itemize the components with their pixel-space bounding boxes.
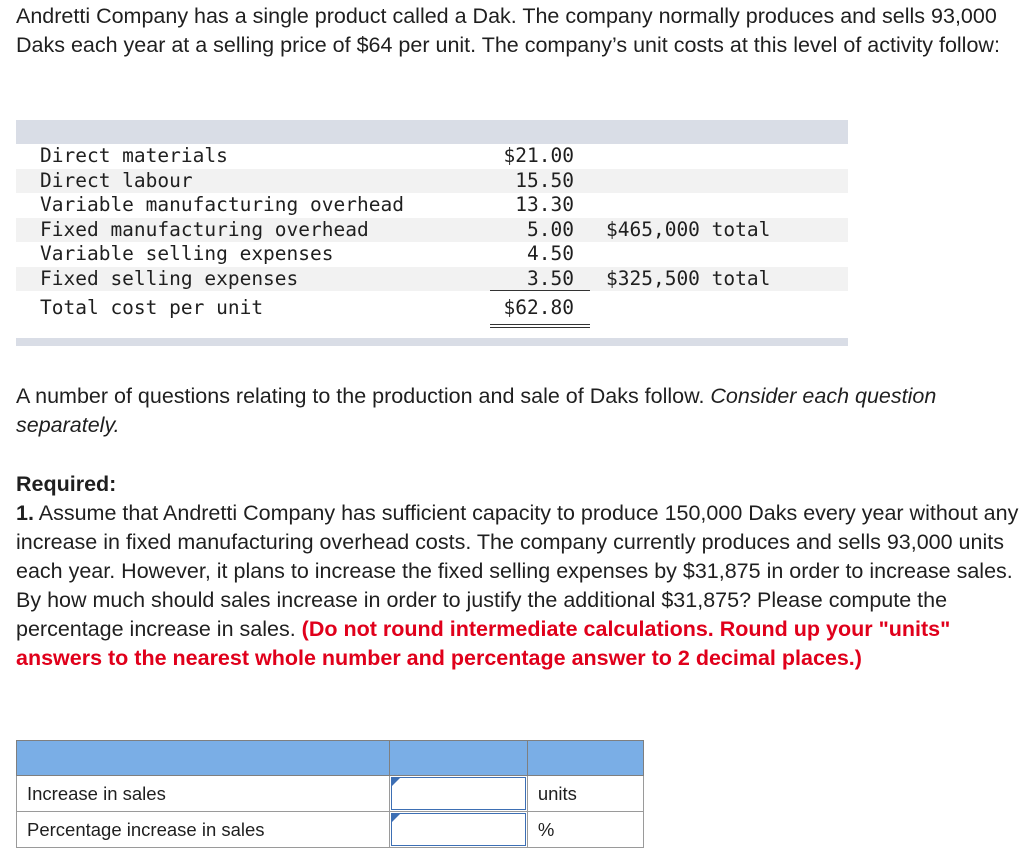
cost-row xyxy=(16,193,848,218)
problem-intro: Andretti Company has a single product called a Dak. The company normally produces and sells 93,000 Daks each year at a selling price of $64 per unit. The company’s unit costs at this level of activity follow: xyxy=(16,4,1000,57)
cost-total-row xyxy=(16,296,848,321)
total-double-rule xyxy=(490,324,590,328)
cost-row xyxy=(16,218,848,243)
answer-cell xyxy=(390,776,528,812)
required-heading: Required: xyxy=(16,472,117,496)
cost-row xyxy=(16,242,848,267)
cost-total: $325,500 total xyxy=(606,266,771,290)
cost-row xyxy=(16,169,848,194)
subtotal-rule xyxy=(490,290,590,291)
header-cell xyxy=(527,741,643,776)
increase-in-sales-input[interactable] xyxy=(391,777,526,810)
cost-label: Variable manufacturing overhead xyxy=(40,193,404,216)
cost-total: $465,000 total xyxy=(606,217,771,241)
required-section xyxy=(16,470,1020,673)
questions-intro-italic: Consider each question separately. xyxy=(16,384,937,437)
cost-amount: 3.50 xyxy=(527,266,574,290)
cost-amount: 15.50 xyxy=(515,168,574,192)
answer-label: Percentage increase in sales xyxy=(17,812,390,848)
answer-unit: units xyxy=(527,776,643,812)
answer-header-row xyxy=(17,741,644,776)
questions-intro-text: A number of questions relating to the production and sale of Daks follow. xyxy=(16,384,705,408)
header-cell xyxy=(390,741,528,776)
header-cell xyxy=(17,741,390,776)
cost-label: Direct labour xyxy=(40,168,193,192)
cost-row xyxy=(16,267,848,292)
cost-label: Variable selling expenses xyxy=(40,242,334,265)
cost-label: Total cost per unit xyxy=(40,296,264,319)
cost-amount: 5.00 xyxy=(527,217,574,241)
answer-row xyxy=(17,812,644,848)
cost-label: Fixed manufacturing overhead xyxy=(40,217,369,241)
table-top-band xyxy=(16,120,848,144)
answer-cell xyxy=(390,812,528,848)
percentage-increase-input[interactable] xyxy=(391,813,526,846)
cost-label: Fixed selling expenses xyxy=(40,266,299,290)
question-number: 1. xyxy=(16,501,34,525)
rounding-instruction: (Do not round intermediate calculations. Round up your "units" answers to the nearest whole number and percentage answer to 2 decimal places.) xyxy=(16,617,951,670)
cost-row xyxy=(16,144,848,169)
answer-table xyxy=(16,740,644,848)
cost-label: Direct materials xyxy=(40,144,228,167)
unit-cost-table xyxy=(16,120,848,346)
question-text: Assume that Andretti Company has sufficient capacity to produce 150,000 Daks every year without any increase in fixed manufacturing overhead costs. The company currently produces and sells 93,000 units each year. However, it plans to increase the fixed selling expenses by $31,875 in order to increase sales. By how much should sales increase in order to justify the additional $31,875? Please compute the percentage increase in sales. xyxy=(16,501,1019,641)
answer-unit: % xyxy=(527,812,643,848)
cost-amount: 4.50 xyxy=(527,242,574,265)
questions-intro xyxy=(16,382,1020,440)
answer-row xyxy=(17,776,644,812)
cost-amount: $21.00 xyxy=(503,144,574,167)
answer-label: Increase in sales xyxy=(17,776,390,812)
cost-amount: $62.80 xyxy=(503,296,574,319)
cost-amount: 13.30 xyxy=(515,193,574,216)
table-bottom-band xyxy=(16,338,848,346)
